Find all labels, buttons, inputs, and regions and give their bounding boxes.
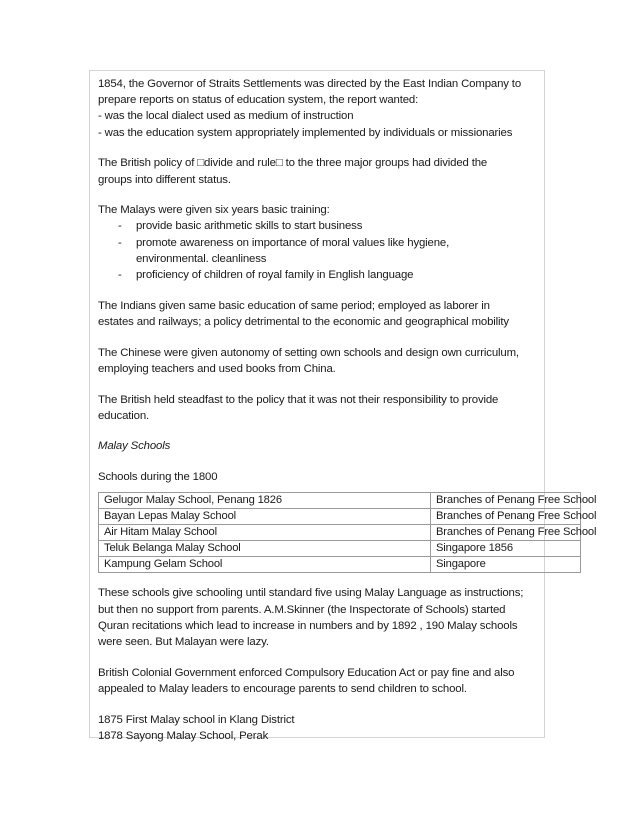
- table-row: [99, 509, 581, 525]
- text-line: The Indians given same basic education of same period; employed as laborer in: [98, 299, 490, 312]
- text-line: British Colonial Government enforced Compulsory Education Act or pay fine and also: [98, 666, 515, 679]
- text-line: - was the education system appropriately implemented by individuals or missionaries: [98, 126, 513, 139]
- text-line: groups into different status.: [98, 173, 231, 186]
- table-cell: Kampung Gelam School: [99, 557, 431, 573]
- table-cell: Branches of Penang Free School: [431, 509, 581, 525]
- text-line: employing teachers and used books from China.: [98, 362, 336, 375]
- bullet-marker: -: [118, 269, 122, 282]
- text-line: education.: [98, 409, 150, 422]
- paragraph-indians: [98, 298, 540, 330]
- schools-intro: Schools during the 1800: [98, 471, 218, 484]
- paragraph-schooling-standard-five: [98, 585, 540, 650]
- text-line: 1878 Sayong Malay School, Perak: [98, 729, 269, 742]
- text-line: - was the local dialect used as medium of instruction: [98, 110, 354, 123]
- paragraph-chinese: [98, 345, 540, 377]
- text-line: appealed to Malay leaders to encourage parents to send children to school.: [98, 682, 467, 695]
- bullet-marker: -: [118, 236, 122, 249]
- table-cell: Bayan Lepas Malay School: [99, 509, 431, 525]
- table-row: [99, 541, 581, 557]
- text-line: prepare reports on status of education system, the report wanted:: [98, 94, 419, 107]
- list-item: [98, 235, 540, 267]
- list-item: [98, 218, 540, 234]
- text-line: The British held steadfast to the policy that it was not their responsibility to provide: [98, 393, 499, 406]
- text-line: estates and railways; a policy detrimental to the economic and geographical mobility: [98, 315, 509, 328]
- text-line: but then no support from parents. A.M.Skinner (the Inspectorate of Schools) started: [98, 603, 506, 616]
- text-line: promote awareness on importance of moral values like hygiene,: [136, 236, 450, 249]
- text-line: Quran recitations which lead to increase in numbers and by 1892 , 190 Malay schools: [98, 619, 518, 632]
- text-line: proficiency of children of royal family in English language: [136, 269, 414, 282]
- schools-table-wrapper: [98, 492, 597, 573]
- text-line: The Malays were given six years basic training:: [98, 204, 330, 217]
- text-line: 1854, the Governor of Straits Settlements was directed by the East Indian Company to: [98, 78, 522, 90]
- paragraph-malays-training: [98, 202, 540, 283]
- table-row: [99, 557, 581, 573]
- bullet-marker: -: [118, 220, 122, 233]
- text-line: These schools give schooling until standard five using Malay Language as instructions;: [98, 587, 524, 600]
- text-line: environmental. cleanliness: [136, 252, 267, 265]
- table-cell: Singapore 1856: [431, 541, 581, 557]
- document-body: [98, 76, 597, 744]
- paragraph-divide-and-rule: [98, 155, 540, 187]
- text-line: were seen. But Malayan were lazy.: [98, 635, 269, 648]
- bullet-list: [98, 218, 540, 283]
- text-line: provide basic arithmetic skills to start business: [136, 220, 363, 233]
- table-row: [99, 525, 581, 541]
- section-heading-malay-schools: Malay Schools: [98, 440, 171, 453]
- text-line: The British policy of □divide and rule□ to the three major groups had divided the: [98, 157, 488, 170]
- paragraph-compulsory-education: [98, 665, 540, 697]
- schools-table: [98, 492, 597, 573]
- table-cell: Gelugor Malay School, Penang 1826: [99, 493, 431, 509]
- table-cell: Singapore: [431, 557, 581, 573]
- paragraph-british-policy: [98, 392, 540, 424]
- paragraph-first-schools: [98, 712, 540, 744]
- table-cell: Air Hitam Malay School: [99, 525, 431, 541]
- text-line: 1875 First Malay school in Klang District: [98, 713, 295, 726]
- table-row: [99, 493, 581, 509]
- paragraph-governor-report: [98, 76, 540, 141]
- table-cell: Teluk Belanga Malay School: [99, 541, 431, 557]
- table-cell: Branches of Penang Free School: [431, 493, 581, 509]
- text-line: The Chinese were given autonomy of setting own schools and design own curriculum,: [98, 346, 519, 359]
- list-item: [98, 267, 540, 283]
- table-cell: Branches of Penang Free School: [431, 525, 581, 541]
